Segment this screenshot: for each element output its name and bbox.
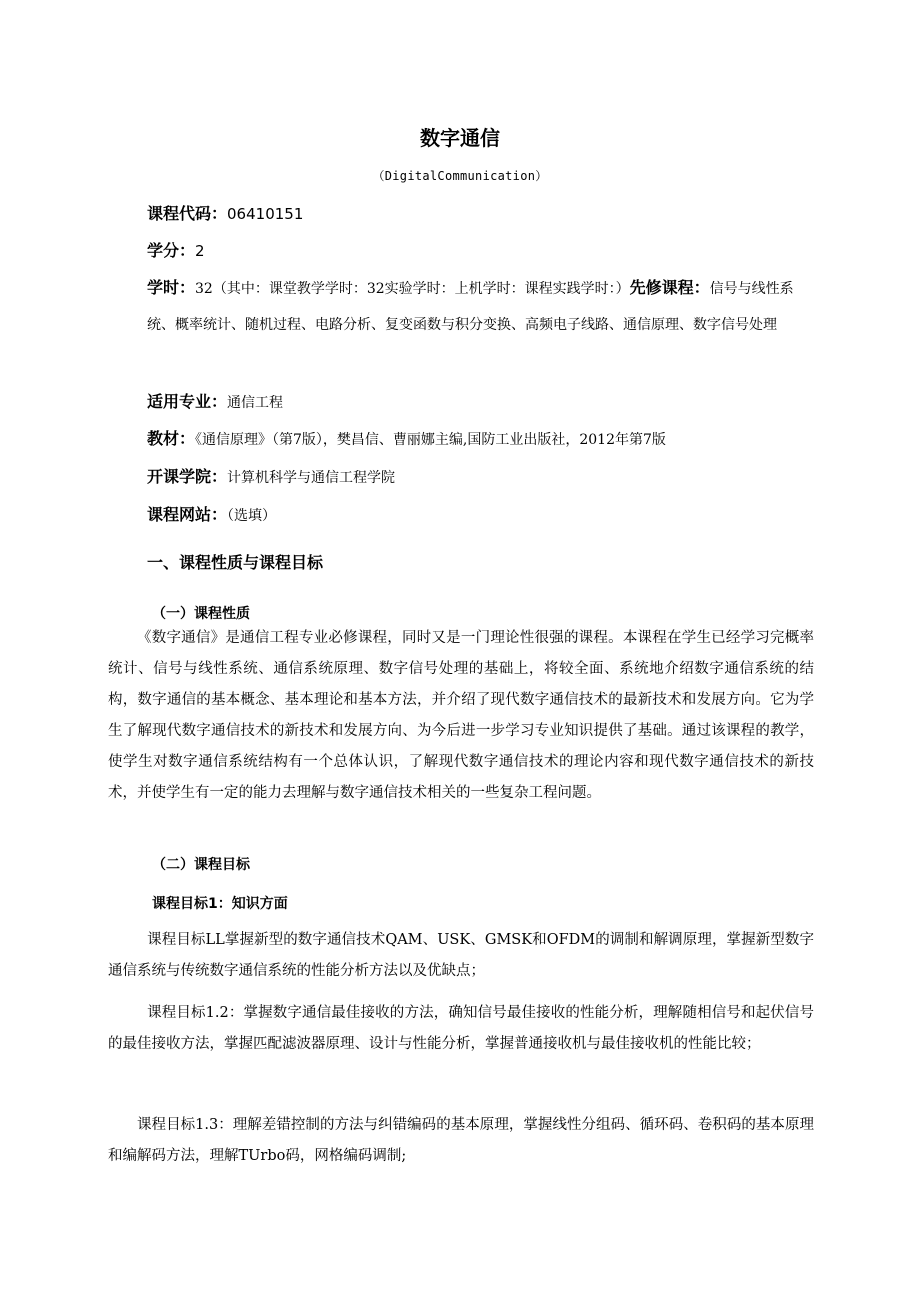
- credit-value: 2: [195, 242, 205, 260]
- website-label: 课程网站：: [147, 505, 228, 524]
- textbook-label: 教材：: [147, 429, 196, 448]
- college-line: [147, 458, 817, 497]
- nature-heading: （一）课程性质: [152, 606, 250, 622]
- major-label: 适用专业：: [147, 392, 228, 411]
- website-line: [147, 496, 817, 535]
- course-code-label: 课程代码：: [147, 204, 228, 223]
- goals-heading: （二）课程目标: [152, 857, 250, 873]
- hours-prereq-block: [147, 270, 817, 343]
- nature-paragraph: 《数字通信》是通信工程专业必修课程，同时又是一门理论性很强的课程。本课程在学生已经学习完概率统计、信号与线性系统、通信系统原理、数字信号处理的基础上，将较全面、系统地介绍数字通信系统的结构，数字通信的基本概念、基本理论和基本方法，并介绍了现代数字通信技术的最新技术和发展方向。它为学生了解现代数字通信技术的新技术和发展方向、为今后进一步学习专业知识提供了基础。通过该课程的教学，使学生对数字通信系统结构有一个总体认识，了解现代数字通信技术的理论内容和现代数字通信技术的新技术，并使学生有一定的能力去理解与数字通信技术相关的一些复杂工程问题。: [108, 630, 814, 801]
- major-value: 通信工程: [227, 395, 284, 411]
- course-code-line: [147, 195, 817, 234]
- page-title: 数字通信: [420, 126, 500, 150]
- credit-label: 学分：: [147, 241, 196, 260]
- textbook-value: 《通信原理》（第7版），樊昌信、曹丽娜主编,国防工业出版社，2012年第7版: [195, 432, 666, 448]
- hours-value: 32（其中：课堂教学学时：32实验学时：上机学时：课程实践学时：）: [195, 281, 630, 297]
- page-subtitle: （DigitalCommunication）: [372, 169, 548, 183]
- section-heading: 一、课程性质与课程目标: [147, 553, 324, 572]
- textbook-line: [147, 420, 817, 459]
- college-label: 开课学院：: [147, 467, 228, 486]
- credit-line: [147, 232, 817, 271]
- goal-1-3-paragraph: 课程目标1.3：理解差错控制的方法与纠错编码的基本原理，掌握线性分组码、循环码、卷积码的基本原理和编解码方法，理解TUrbo码，网格编码调制;: [108, 1117, 814, 1164]
- college-value: 计算机科学与通信工程学院: [227, 470, 396, 486]
- major-line: [147, 383, 817, 422]
- goal-1-2-paragraph: 课程目标1.2：掌握数字通信最佳接收的方法，确知信号最佳接收的性能分析，理解随相信号和起伏信号的最佳接收方法，掌握匹配滤波器原理、设计与性能分析，掌握普通接收机与最佳接收机的性能比较；: [108, 1005, 814, 1052]
- goal-1-1-paragraph: 课程目标LL掌握新型的数字通信技术QAM、USK、GMSK和OFDM的调制和解调原理，掌握新型数字通信系统与传统数字通信系统的性能分析方法以及优缺点；: [108, 932, 814, 979]
- prereq-label: 先修课程：: [629, 278, 710, 297]
- hours-label: 学时：: [147, 278, 196, 297]
- prereq-value: 信号与线性系统、概率统计、随机过程、电路分析、复变函数与积分变换、高频电子线路、通信原理、数字信号处理: [147, 281, 794, 333]
- course-code-value: 06410151: [227, 205, 304, 223]
- website-value: （选填）: [227, 508, 277, 524]
- goal1-label: 课程目标1：知识方面: [152, 896, 288, 912]
